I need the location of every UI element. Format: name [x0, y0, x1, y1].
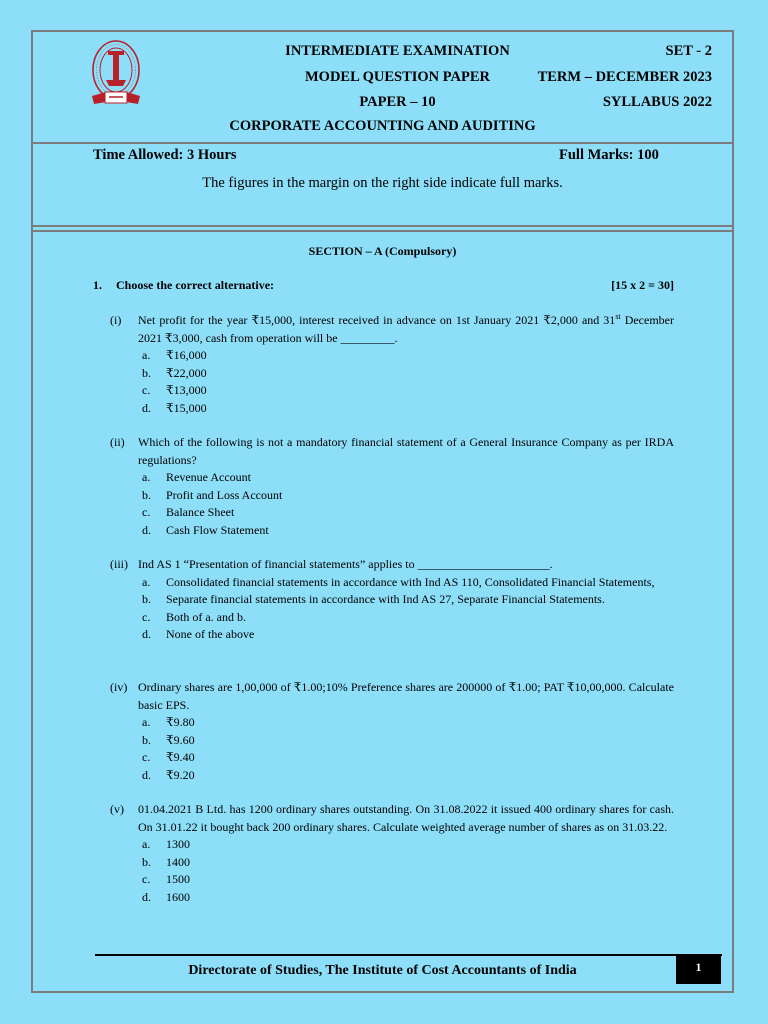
question-item [110, 556, 674, 644]
option-item [142, 871, 674, 889]
info-divider [33, 225, 732, 232]
question-text: Ordinary shares are 1,00,000 of ₹1.00;10% Preference shares are 200000 of ₹1.00; PAT ₹10,00,000. Calculate basic EPS. [138, 680, 674, 712]
footer-text: Directorate of Studies, The Institute of Cost Accountants of India [188, 963, 577, 978]
option-item [142, 382, 674, 400]
question-item [110, 434, 674, 539]
option-item [142, 732, 674, 750]
option-item [142, 749, 674, 767]
full-marks: Full Marks: 100 [559, 147, 659, 163]
question-item [110, 801, 674, 906]
option-item [142, 347, 674, 365]
option-text: 1400 [166, 854, 190, 869]
option-letter: b. [142, 365, 151, 380]
option-letter: b. [142, 592, 151, 606]
option-item [142, 400, 674, 418]
option-letter: d. [142, 627, 151, 641]
question-item [110, 312, 674, 417]
option-letter: b. [142, 732, 151, 747]
option-item [142, 487, 674, 505]
question-text: 01.04.2021 B Ltd. has 1200 ordinary shares outstanding. On 31.08.2022 it issued 400 ordinary shares for cash. On 31.01.22 it bought back 200 ordinary shares. Calculate weighted average number of shares as on 31.03.22. [138, 802, 674, 834]
header-divider [33, 142, 732, 144]
question-roman-number: (iv) [110, 680, 128, 694]
option-item [142, 609, 674, 627]
option-text: ₹15,000 [166, 400, 207, 415]
option-list [142, 836, 674, 906]
option-text: ₹22,000 [166, 365, 207, 380]
set-label: SET - 2 [665, 43, 712, 59]
option-item [142, 854, 674, 872]
section-title: SECTION – A (Compulsory) [308, 244, 457, 258]
option-list [142, 469, 674, 539]
option-letter: c. [142, 609, 151, 624]
option-letter: b. [142, 487, 151, 502]
question-roman-number: (i) [110, 313, 122, 327]
instruction-text: The figures in the margin on the right side indicate full marks. [202, 175, 563, 191]
option-item [142, 469, 674, 487]
option-text: Profit and Loss Account [166, 487, 283, 502]
question-text: Net profit for the year ₹15,000, interest received in advance on 1st January 2021 ₹2,000 and 31st December 2021 ₹3,000, cash from operation will be _________. [138, 312, 674, 345]
option-text: ₹16,000 [166, 348, 207, 362]
question-text: Which of the following is not a mandatory financial statement of a General Insurance Company as per IRDA regulations? [138, 435, 674, 467]
time-allowed: Time Allowed: 3 Hours [93, 147, 237, 163]
page-number: 1 [676, 955, 721, 984]
option-item [142, 365, 674, 383]
option-text: ₹9.60 [166, 732, 195, 747]
question-text: Ind AS 1 “Presentation of financial statements” applies to ______________________. [138, 557, 553, 571]
option-letter: d. [142, 767, 151, 782]
option-item [142, 522, 674, 540]
option-letter: d. [142, 522, 151, 537]
option-letter: c. [142, 383, 151, 397]
option-item [142, 626, 674, 644]
option-text: Separate financial statements in accordance with Ind AS 27, Separate Financial Statements. [166, 592, 605, 606]
question-item [110, 679, 674, 784]
option-letter: a. [142, 715, 151, 729]
question-number: 1. [93, 278, 102, 292]
option-text: 1300 [166, 837, 190, 851]
option-text: Both of a. and b. [166, 609, 246, 624]
option-text: ₹9.40 [166, 750, 195, 764]
question-1-marks: [15 x 2 = 30] [611, 278, 674, 292]
option-letter: c. [142, 505, 151, 519]
option-text: 1500 [166, 872, 190, 886]
question-roman-number: (iii) [110, 557, 128, 571]
option-text: 1600 [166, 889, 190, 904]
option-letter: a. [142, 574, 151, 589]
institute-logo-icon [90, 38, 142, 114]
option-letter: a. [142, 348, 151, 362]
question-1-text: Choose the correct alternative: [116, 278, 275, 292]
option-letter: c. [142, 750, 151, 764]
option-item [142, 767, 674, 785]
option-item [142, 504, 674, 522]
option-text: ₹9.20 [166, 767, 195, 782]
option-letter: c. [142, 872, 151, 886]
option-list [142, 347, 674, 417]
term-label: TERM – DECEMBER 2023 [537, 69, 712, 85]
option-letter: a. [142, 470, 151, 484]
option-list [142, 714, 674, 784]
option-letter: a. [142, 837, 151, 851]
syllabus-label: SYLLABUS 2022 [602, 94, 712, 110]
option-letter: d. [142, 889, 151, 904]
option-text: Balance Sheet [166, 505, 235, 519]
option-item [142, 591, 674, 609]
option-text: ₹13,000 [166, 383, 207, 397]
option-text: ₹9.80 [166, 715, 195, 729]
question-roman-number: (ii) [110, 435, 125, 449]
exam-title: INTERMEDIATE EXAMINATION [285, 43, 510, 59]
option-item [142, 574, 674, 592]
option-text: Cash Flow Statement [166, 522, 269, 537]
option-item [142, 714, 674, 732]
option-text: None of the above [166, 627, 255, 641]
question-roman-number: (v) [110, 802, 124, 816]
paper-type: MODEL QUESTION PAPER [304, 69, 491, 85]
footer-rule [95, 954, 722, 956]
option-list [142, 574, 674, 644]
subject-title: CORPORATE ACCOUNTING AND AUDITING [229, 118, 536, 134]
option-item [142, 889, 674, 907]
option-letter: b. [142, 854, 151, 869]
question-1-heading [93, 278, 674, 293]
option-item [142, 836, 674, 854]
option-text: Revenue Account [166, 470, 251, 484]
option-text: Consolidated financial statements in accordance with Ind AS 110, Consolidated Financial Statements, [166, 574, 655, 589]
paper-number: PAPER – 10 [359, 94, 436, 110]
option-letter: d. [142, 400, 151, 415]
